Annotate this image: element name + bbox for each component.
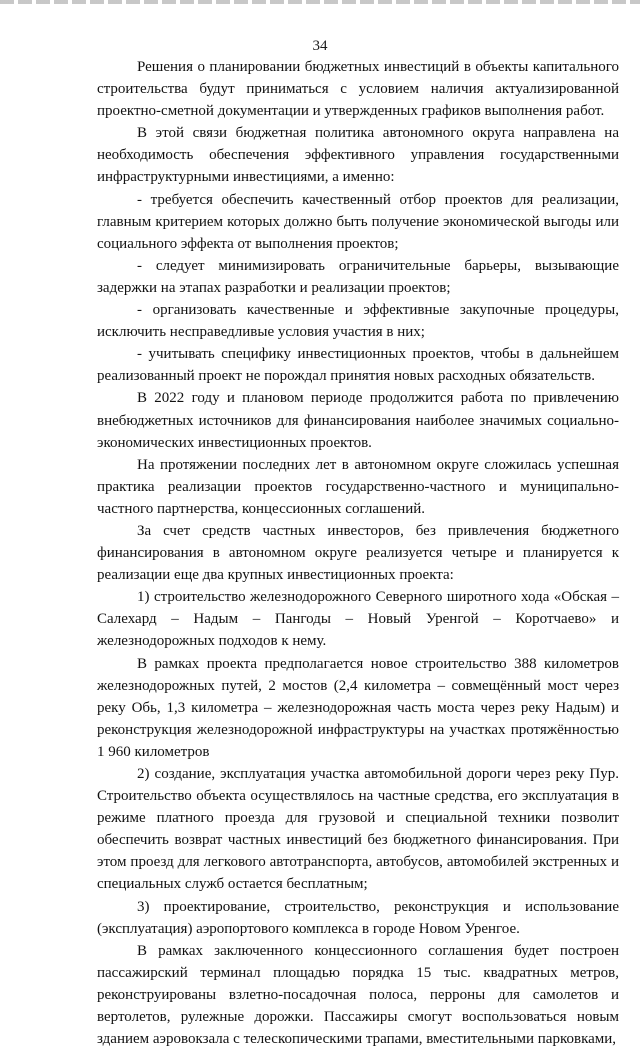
paragraph-budget-decisions: Решения о планировании бюджетных инвестиций в объекты капитального строительства будут приниматься с условием наличия актуализированной проектно-сметной документации и утвержденных графиков выполнения работ. [97,59,619,120]
paragraph-private-investors: За счет средств частных инвесторов, без привлечения бюджетного финансирования в автономном округе реализуется четыре и планируется к реализации еще два крупных инвестиционных проекта: [97,522,619,584]
list-item-railway: 1) строительство железнодорожного Северного широтного хода «Обская – Салехард – Надым – Пангоды – Новый Уренгой – Коротчаево» и железнодорожных подходов к нему. [97,589,619,650]
paragraph-extrabudgetary-sources: В 2022 году и плановом периоде продолжится работа по привлечению внебюджетных источников для финансирования наиболее значимых социально-экономических инвестиционных проектов. [97,390,619,451]
paragraph-railway-details: В рамках проекта предполагается новое строительство 388 километров железнодорожных путей, 2 мостов (2,4 километра – совмещённый мост через реку Обь, 1,3 километра – железнодорожная часть моста через реку Надым) и реконструкция железнодорожной инфраструктуры на участках протяжённостью 1 960 километров [97,655,619,760]
page-number: 34 [312,38,328,54]
list-item-road-bridge: 2) создание, эксплуатация участка автомобильной дороги через реку Пур. Строительство объекта осуществлялось на частные средства, его эксплуатация в режиме платного проезда для грузовой и специальной техники позволит обеспечить возврат частных инвестиций без бюджетного финансирования. При этом проезд для легкового автотранспорта, автобусов, автомобилей экстренных и специальных служб остается бесплатным; [97,766,619,893]
paragraph-ppp-practice: На протяжении последних лет в автономном округе сложилась успешная практика реализации проектов государственно-частного и муниципально-частного партнерства, концессионных соглашений. [97,456,619,517]
paragraph-airport-details: В рамках заключенного концессионного соглашения будет построен пассажирский терминал площадью порядка 15 тыс. квадратных метров, реконструированы взлетно-посадочная полоса, перроны для самолетов и вертолетов, рулежные дорожки. Пассажиры смогут воспользоваться новым зданием аэровокзала с телескопическими трапами, вместительными парковками, [97,942,619,1048]
document-body [97,56,619,1050]
scan-edge-line [0,0,640,4]
list-item-procurement: - организовать качественные и эффективные закупочные процедуры, исключить несправедливые условия участия в них; [97,302,619,341]
list-item-airport: 3) проектирование, строительство, реконструкция и использование (эксплуатация) аэропортового комплекса в городе Новом Уренгое. [97,898,619,937]
list-item-project-specifics: - учитывать специфику инвестиционных проектов, чтобы в дальнейшем реализованный проект не порождал принятия новых расходных обязательств. [97,346,619,385]
paragraph-budget-policy: В этой связи бюджетная политика автономного округа направлена на необходимость обеспечения эффективного управления государственными инфраструктурными инвестициями, а именно: [97,125,619,186]
list-item-minimize-barriers: - следует минимизировать ограничительные барьеры, вызывающие задержки на этапах разработки и реализации проектов; [97,257,619,296]
list-item-project-selection: - требуется обеспечить качественный отбор проектов для реализации, главным критерием которых должно быть получение экономической выгоды или социального эффекта от выполнения проектов; [97,191,619,252]
